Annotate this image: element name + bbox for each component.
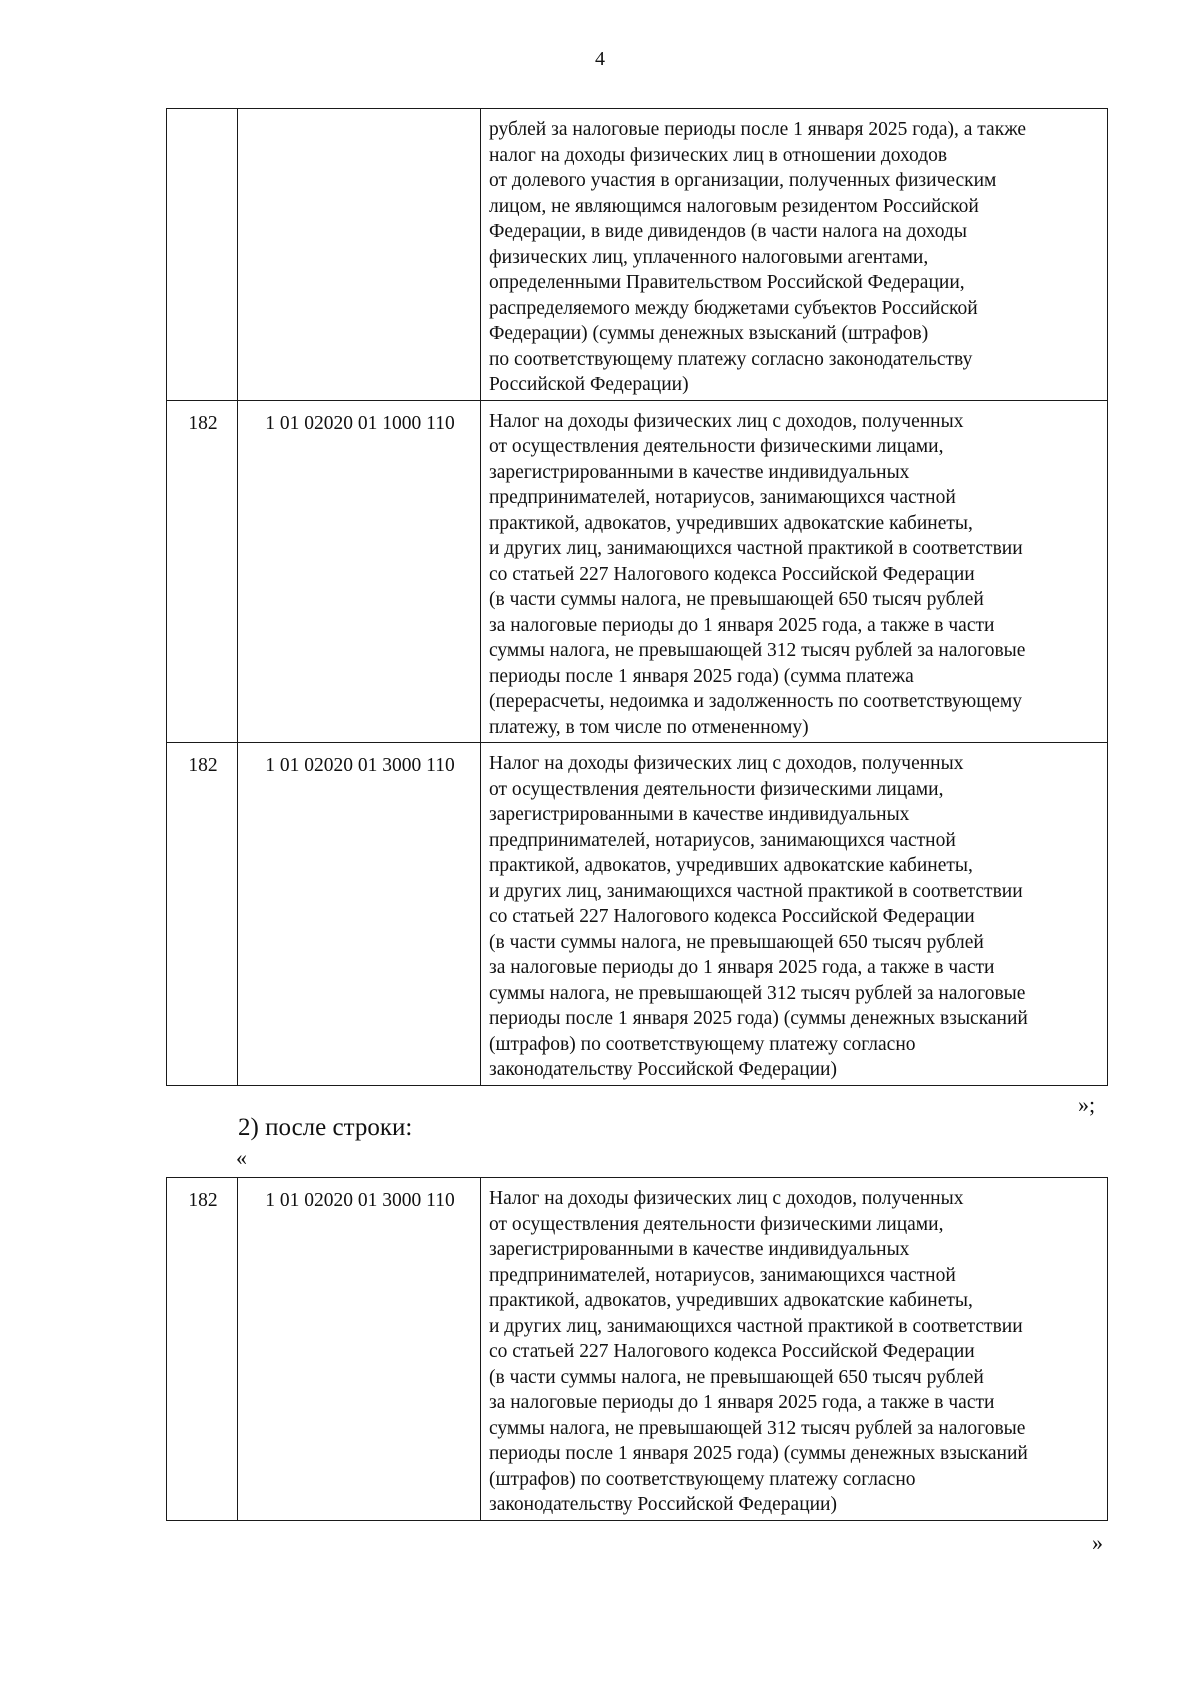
table-row: [167, 743, 1108, 1086]
table-row: [167, 400, 1108, 743]
income-name-cell: рублей за налоговые периоды после 1 января 2025 года), а также налог на доходы физических лиц в отношении доходов от долевого участия в организации, полученных физическим лицом, не являющимся налоговым резидентом Российской Федерации, в виде дивидендов (в части налога на доходы физических лиц, уплаченного налоговыми агентами, определенными Правительством Российской Федерации, распределяемого между бюджетами субъектов Российской Федерации) (суммы денежных взысканий (штрафов) по соответствующему платежу согласно законодательству Российской Федерации): [481, 109, 1108, 401]
closing-quote: »;: [1078, 1092, 1096, 1117]
budget-code-table-continued: [166, 108, 1108, 1086]
income-name-cell: Налог на доходы физических лиц с доходов, полученных от осуществления деятельности физическими лицами, зарегистрированными в качестве индивидуальных предпринимателей, нотариусов, занимающихся частной практикой, адвокатов, учредивших адвокатские кабинеты, и других лиц, занимающихся частной практикой в соответствии со статьей 227 Налогового кодекса Российской Федерации (в части суммы налога, не превышающей 650 тысяч рублей за налоговые периоды до 1 января 2025 года, а также в части суммы налога, не превышающей 312 тысяч рублей за налоговые периоды после 1 января 2025 года) (суммы денежных взысканий (штрафов) по соответствующему платежу согласно законодательству Российской Федерации): [481, 1178, 1108, 1521]
budget-code-cell: 1 01 02020 01 3000 110: [238, 1178, 481, 1521]
admin-code-cell: 182: [167, 400, 238, 743]
budget-code-cell: [238, 109, 481, 401]
section-heading: 2) после строки:: [238, 1114, 413, 1141]
table-row: [167, 1178, 1108, 1521]
budget-code-cell: 1 01 02020 01 1000 110: [238, 400, 481, 743]
closing-quote: »: [1092, 1530, 1103, 1555]
admin-code-cell: 182: [167, 743, 238, 1086]
admin-code-cell: [167, 109, 238, 401]
budget-code-cell: 1 01 02020 01 3000 110: [238, 743, 481, 1086]
income-name-cell: Налог на доходы физических лиц с доходов, полученных от осуществления деятельности физическими лицами, зарегистрированными в качестве индивидуальных предпринимателей, нотариусов, занимающихся частной практикой, адвокатов, учредивших адвокатские кабинеты, и других лиц, занимающихся частной практикой в соответствии со статьей 227 Налогового кодекса Российской Федерации (в части суммы налога, не превышающей 650 тысяч рублей за налоговые периоды до 1 января 2025 года, а также в части суммы налога, не превышающей 312 тысяч рублей за налоговые периоды после 1 января 2025 года) (суммы денежных взысканий (штрафов) по соответствующему платежу согласно законодательству Российской Федерации): [481, 743, 1108, 1086]
table-row: [167, 109, 1108, 401]
page-number: 4: [595, 48, 605, 70]
admin-code-cell: 182: [167, 1178, 238, 1521]
income-name-cell: Налог на доходы физических лиц с доходов, полученных от осуществления деятельности физическими лицами, зарегистрированными в качестве индивидуальных предпринимателей, нотариусов, занимающихся частной практикой, адвокатов, учредивших адвокатские кабинеты, и других лиц, занимающихся частной практикой в соответствии со статьей 227 Налогового кодекса Российской Федерации (в части суммы налога, не превышающей 650 тысяч рублей за налоговые периоды до 1 января 2025 года, а также в части суммы налога, не превышающей 312 тысяч рублей за налоговые периоды после 1 января 2025 года) (сумма платежа (перерасчеты, недоимка и задолженность по соответствующему платежу, в том числе по отмененному): [481, 400, 1108, 743]
opening-quote: «: [236, 1145, 247, 1170]
budget-code-table-insert: [166, 1177, 1108, 1521]
